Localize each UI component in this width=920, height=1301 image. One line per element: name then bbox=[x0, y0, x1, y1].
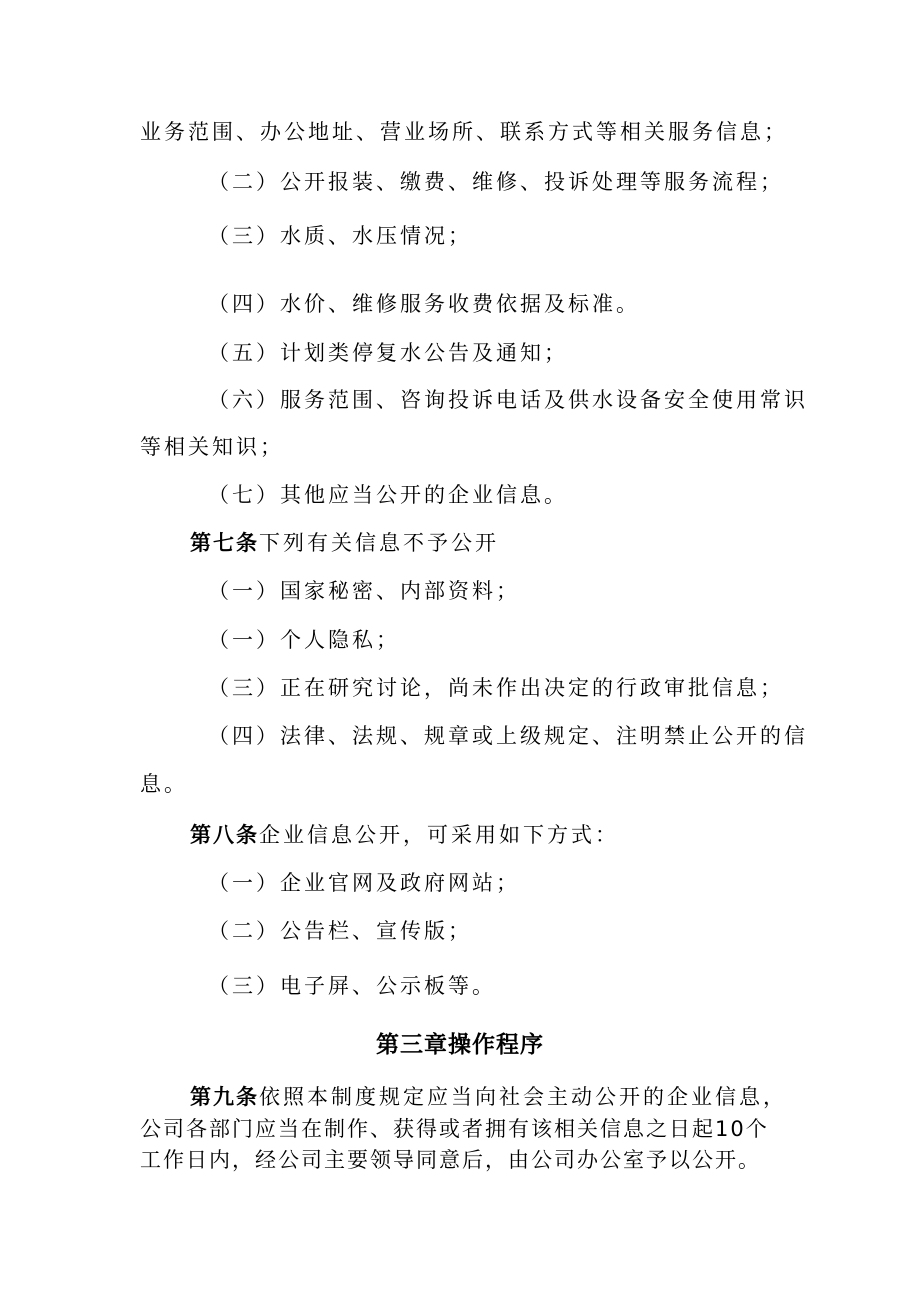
list-item: （四）法律、法规、规章或上级规定、注明禁止公开的信 bbox=[208, 724, 808, 748]
list-item: （一）个人隐私； bbox=[208, 628, 400, 652]
list-item: （三）电子屏、公示板等。 bbox=[208, 974, 496, 998]
chapter-title: 第三章操作程序 bbox=[376, 1032, 544, 1058]
article-text: 下列有关信息不予公开 bbox=[259, 531, 499, 555]
article-label: 第八条 bbox=[190, 823, 259, 847]
paragraph-line: 工作日内，经公司主要领导同意后，由公司办公室予以公开。 bbox=[140, 1148, 761, 1172]
article-text: 依照本制度规定应当向社会主动公开的企业信息， bbox=[259, 1085, 787, 1109]
list-item: （六）服务范围、咨询投诉电话及供水设备安全使用常识 bbox=[208, 388, 808, 412]
list-item: （三）水质、水压情况； bbox=[208, 224, 472, 248]
list-item: （七）其他应当公开的企业信息。 bbox=[208, 483, 568, 507]
list-item: （一）企业官网及政府网站； bbox=[208, 871, 520, 895]
list-item: （三）正在研究讨论，尚未作出决定的行政审批信息； bbox=[208, 676, 784, 700]
article-9-heading bbox=[190, 1083, 785, 1111]
list-item: （一）国家秘密、内部资料； bbox=[208, 579, 520, 603]
article-label: 第九条 bbox=[190, 1085, 259, 1109]
article-8-heading bbox=[190, 821, 785, 849]
paragraph-line: 息。 bbox=[140, 772, 188, 796]
paragraph-line: 等相关知识； bbox=[140, 435, 284, 459]
article-text: 企业信息公开，可采用如下方式： bbox=[259, 823, 619, 847]
paragraph-line: 业务范围、办公地址、营业场所、联系方式等相关服务信息； bbox=[140, 120, 788, 144]
paragraph-line: 公司各部门应当在制作、获得或者拥有该相关信息之日起10个 bbox=[140, 1117, 769, 1141]
article-label: 第七条 bbox=[190, 531, 259, 555]
list-item: （四）水价、维修服务收费依据及标准。 bbox=[208, 292, 640, 316]
article-7-heading bbox=[190, 529, 785, 557]
list-item: （二）公告栏、宣传版； bbox=[208, 919, 472, 943]
list-item: （二）公开报装、缴费、维修、投诉处理等服务流程； bbox=[208, 170, 784, 194]
list-item: （五）计划类停复水公告及通知； bbox=[208, 341, 568, 365]
